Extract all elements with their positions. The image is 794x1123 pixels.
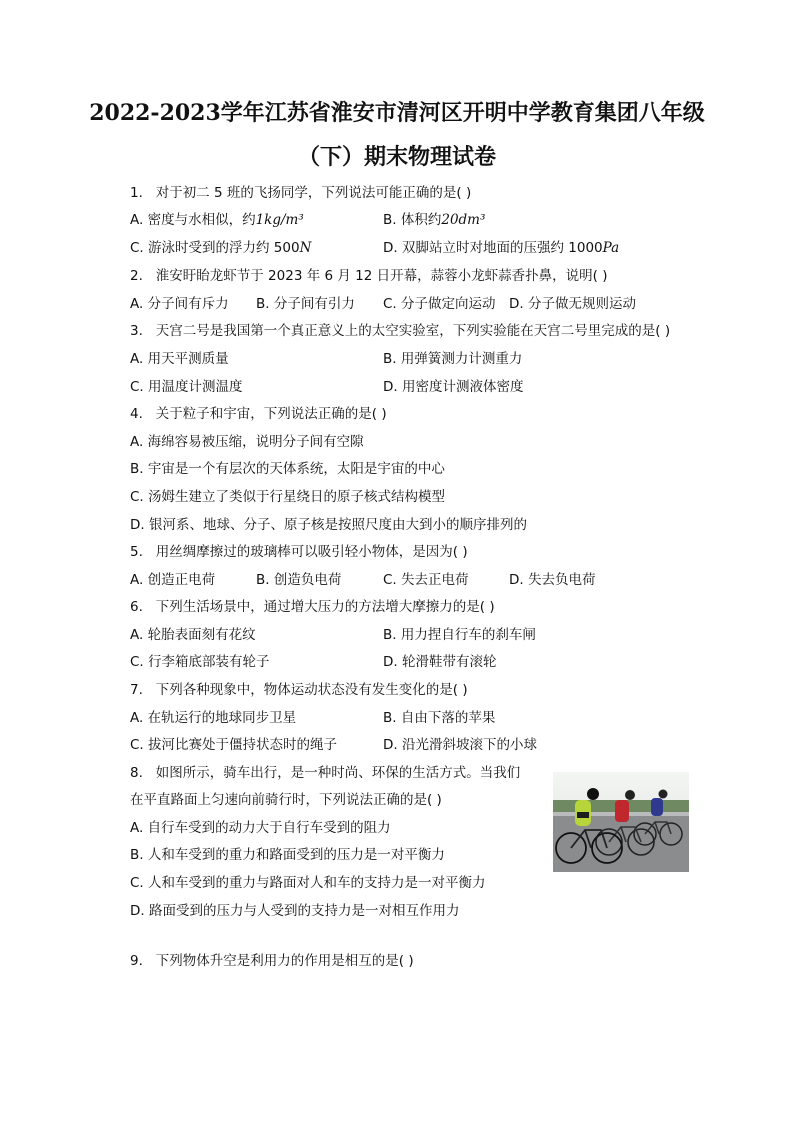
option-text: 失去负电荷: [527, 572, 596, 588]
option-letter: A.: [130, 627, 144, 643]
option-text: 银河系、地球、分子、原子核是按照尺度由大到小的顺序排列的: [148, 517, 527, 533]
question-number: 4.: [130, 406, 143, 422]
option-letter: C.: [130, 240, 144, 256]
option-3d: [383, 375, 523, 395]
exam-title-line1: 2022-2023学年江苏省淮安市清河区开明中学教育集团八年级: [89, 100, 705, 126]
option-letter: D.: [509, 296, 524, 312]
question-number: 3.: [130, 323, 143, 339]
option-text: 人和车受到的重力和路面受到的压力是一对平衡力: [147, 847, 445, 863]
option-8c: [130, 871, 486, 891]
question-stem: 下列物体升空是利用力的作用是相互的是( ): [155, 953, 414, 969]
option-letter: B.: [256, 296, 270, 312]
option-letter: B.: [383, 212, 397, 228]
option-math: N: [299, 240, 312, 256]
option-1d: [383, 236, 619, 256]
option-5c: [383, 568, 469, 588]
question-4: [130, 402, 387, 422]
option-letter: A.: [130, 572, 144, 588]
option-4d: [130, 513, 527, 533]
question-stem: 天宫二号是我国第一个真正意义上的太空实验室，下列实验能在天宫二号里完成的是( ): [155, 323, 671, 339]
option-4a: [130, 430, 364, 450]
option-letter: B.: [130, 847, 144, 863]
option-letter: C.: [130, 489, 144, 505]
option-letter: C.: [130, 737, 144, 753]
question-stem: 淮安盱眙龙虾节于 2023 年 6 月 12 日开幕，蒜蓉小龙虾蒜香扑鼻，说明( ): [155, 268, 608, 284]
option-letter: D.: [509, 572, 524, 588]
option-text: 自行车受到的动力大于自行车受到的阻力: [147, 820, 391, 836]
option-1c: [130, 236, 311, 256]
option-letter: A.: [130, 212, 144, 228]
option-math: 20dm³: [441, 212, 486, 228]
option-text: 分子间有斥力: [147, 296, 229, 312]
option-7c: [130, 733, 337, 753]
option-5a: [130, 568, 215, 588]
option-text: 创造正电荷: [147, 572, 216, 588]
question-1: [130, 181, 471, 201]
option-text: 拔河比赛处于僵持状态时的绳子: [148, 737, 338, 753]
option-text: 在轨运行的地球同步卫星: [147, 710, 297, 726]
question-stem: 如图所示，骑车出行，是一种时尚、环保的生活方式。当我们: [155, 765, 521, 781]
question-number: 1.: [130, 185, 143, 201]
option-6c: [130, 650, 270, 670]
option-text: 分子间有引力: [273, 296, 355, 312]
option-letter: C.: [130, 654, 144, 670]
option-4c: [130, 485, 445, 505]
option-text: 分子做定向运动: [401, 296, 496, 312]
option-2a: [130, 292, 229, 312]
option-7d: [383, 733, 537, 753]
option-text: 创造负电荷: [273, 572, 342, 588]
option-letter: A.: [130, 296, 144, 312]
option-letter: A.: [130, 820, 144, 836]
option-letter: D.: [130, 517, 145, 533]
option-2b: [256, 292, 355, 312]
question-number: 9.: [130, 953, 143, 969]
option-2d: [509, 292, 636, 312]
question-5: [130, 540, 468, 560]
question-6: [130, 595, 495, 615]
question-number: 8.: [130, 765, 143, 781]
question-9: [130, 949, 414, 969]
option-letter: C.: [130, 379, 144, 395]
option-text: 用弹簧测力计测重力: [400, 351, 523, 367]
option-text: 用密度计测液体密度: [401, 379, 524, 395]
option-text: 沿光滑斜坡滚下的小球: [401, 737, 537, 753]
option-8a: [130, 816, 391, 836]
option-letter: B.: [130, 461, 144, 477]
option-letter: D.: [383, 379, 398, 395]
option-text: 体积约: [400, 212, 442, 228]
question-stem: 用丝绸摩擦过的玻璃棒可以吸引轻小物体，是因为( ): [155, 544, 468, 560]
question-number: 7.: [130, 682, 143, 698]
option-text: 行李箱底部装有轮子: [148, 654, 270, 670]
question-3: [130, 319, 670, 339]
option-letter: C.: [130, 875, 144, 891]
option-math: 1kg/m³: [255, 212, 304, 228]
option-text: 失去正电荷: [401, 572, 469, 588]
option-letter: D.: [383, 737, 398, 753]
option-text: 路面受到的压力与人受到的支持力是一对相互作用力: [148, 903, 460, 919]
option-text: 用天平测质量: [147, 351, 229, 367]
option-8d: [130, 899, 459, 919]
option-text: 双脚站立时对地面的压强约 1000: [401, 240, 603, 256]
question-2: [130, 264, 607, 284]
question-stem: 下列各种现象中，物体运动状态没有发生变化的是( ): [155, 682, 468, 698]
option-8b: [130, 843, 445, 863]
option-letter: D.: [383, 654, 398, 670]
option-letter: B.: [383, 351, 397, 367]
option-6d: [383, 650, 496, 670]
question-stem: 对于初二 5 班的飞扬同学，下列说法可能正确的是( ): [155, 185, 472, 201]
option-5d: [509, 568, 595, 588]
option-text: 汤姆生建立了类似于行星绕日的原子核式结构模型: [148, 489, 446, 505]
option-letter: A.: [130, 710, 144, 726]
option-text: 海绵容易被压缩，说明分子间有空隙: [147, 434, 364, 450]
option-3a: [130, 347, 229, 367]
option-3b: [383, 347, 522, 367]
option-text: 用温度计测温度: [148, 379, 243, 395]
option-math: Pa: [602, 240, 620, 256]
question-number: 5.: [130, 544, 143, 560]
option-letter: B.: [383, 627, 397, 643]
option-letter: C.: [383, 572, 397, 588]
option-letter: B.: [256, 572, 270, 588]
question-8-line2: 在平直路面上匀速向前骑行时，下列说法正确的是( ): [130, 792, 442, 808]
exam-title-line2: （下）期末物理试卷: [297, 144, 496, 170]
option-4b: [130, 457, 445, 477]
option-text: 密度与水相似，约: [147, 212, 256, 228]
question-8: [130, 761, 520, 781]
option-6b: [383, 623, 536, 643]
question-stem: 关于粒子和宇宙，下列说法正确的是( ): [155, 406, 387, 422]
option-letter: D.: [383, 240, 398, 256]
question-stem: 下列生活场景中，通过增大压力的方法增大摩擦力的是( ): [155, 599, 495, 615]
option-1a: [130, 208, 304, 228]
option-text: 轮胎表面刻有花纹: [147, 627, 256, 643]
cyclists-photo: [553, 772, 689, 872]
option-text: 游泳时受到的浮力约 500: [148, 240, 300, 256]
option-7a: [130, 706, 296, 726]
option-text: 人和车受到的重力与路面对人和车的支持力是一对平衡力: [148, 875, 486, 891]
option-1b: [383, 208, 485, 228]
option-letter: B.: [383, 710, 397, 726]
option-3c: [130, 375, 243, 395]
question-number: 2.: [130, 268, 143, 284]
option-letter: C.: [383, 296, 397, 312]
option-letter: A.: [130, 434, 144, 450]
question-number: 6.: [130, 599, 143, 615]
option-text: 自由下落的苹果: [400, 710, 496, 726]
option-text: 轮滑鞋带有滚轮: [401, 654, 497, 670]
question-7: [130, 678, 468, 698]
option-text: 宇宙是一个有层次的天体系统，太阳是宇宙的中心: [147, 461, 445, 477]
option-2c: [383, 292, 496, 312]
option-text: 分子做无规则运动: [527, 296, 636, 312]
option-letter: D.: [130, 903, 145, 919]
option-text: 用力捏自行车的刹车闸: [400, 627, 536, 643]
option-6a: [130, 623, 256, 643]
option-5b: [256, 568, 341, 588]
option-7b: [383, 706, 495, 726]
option-letter: A.: [130, 351, 144, 367]
